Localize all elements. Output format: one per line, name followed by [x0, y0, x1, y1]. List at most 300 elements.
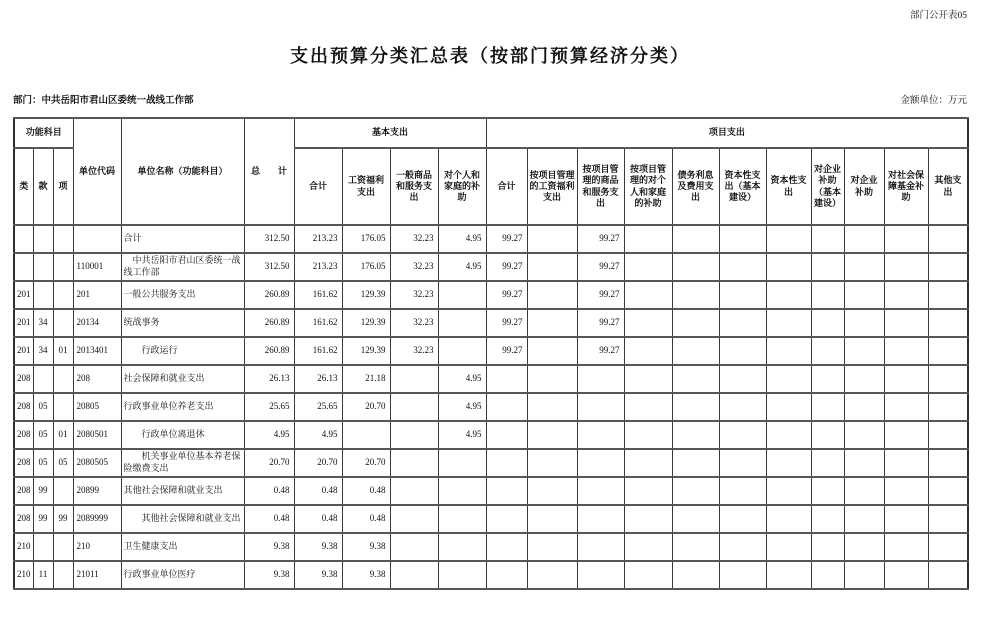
value-cell	[719, 561, 766, 589]
value-cell: 99.27	[577, 225, 624, 253]
header-basic-personal: 对个人和家庭的补助	[438, 148, 486, 225]
value-cell	[811, 365, 844, 393]
value-cell: 161.62	[294, 337, 342, 365]
value-cell	[527, 533, 577, 561]
value-cell	[844, 309, 884, 337]
page-title: 支出预算分类汇总表（按部门预算经济分类）	[290, 46, 690, 66]
value-cell	[486, 505, 527, 533]
value-cell: 32.23	[390, 281, 438, 309]
func-item-cell	[53, 225, 73, 253]
value-cell: 20.70	[342, 449, 390, 477]
header-total: 总 计	[244, 118, 294, 225]
value-cell: 9.38	[342, 533, 390, 561]
value-cell	[624, 449, 672, 477]
value-cell	[844, 505, 884, 533]
value-cell: 129.39	[342, 309, 390, 337]
func-section-cell: 99	[33, 505, 53, 533]
func-section-cell	[33, 533, 53, 561]
func-item-cell	[53, 561, 73, 589]
unit-name-cell: 卫生健康支出	[121, 533, 244, 561]
value-cell: 99.27	[486, 309, 527, 337]
doc-label: 部门公开表05	[909, 11, 967, 21]
header-unit-code: 单位代码	[73, 118, 121, 225]
value-cell: 213.23	[294, 253, 342, 281]
value-cell	[672, 505, 719, 533]
table-row	[14, 225, 968, 253]
value-cell	[884, 449, 928, 477]
value-cell	[527, 393, 577, 421]
value-cell: 25.65	[244, 393, 294, 421]
value-cell	[766, 253, 811, 281]
value-cell: 26.13	[244, 365, 294, 393]
value-cell: 9.38	[294, 561, 342, 589]
value-cell	[719, 281, 766, 309]
value-cell: 4.95	[438, 421, 486, 449]
table-row	[14, 505, 968, 533]
func-item-cell	[53, 281, 73, 309]
value-cell	[390, 533, 438, 561]
header-basic-group: 基本支出	[294, 118, 486, 148]
meta-row	[13, 92, 967, 106]
value-cell	[766, 533, 811, 561]
unit-code-cell: 208	[73, 365, 121, 393]
value-cell	[577, 533, 624, 561]
value-cell	[390, 477, 438, 505]
value-cell	[672, 561, 719, 589]
value-cell	[884, 309, 928, 337]
value-cell: 21.18	[342, 365, 390, 393]
value-cell	[624, 225, 672, 253]
header-enterprise-subsidy: 对企业补助	[844, 148, 884, 225]
unit-code-cell: 20805	[73, 393, 121, 421]
value-cell	[811, 449, 844, 477]
value-cell	[624, 421, 672, 449]
value-cell	[766, 281, 811, 309]
value-cell	[577, 561, 624, 589]
value-cell	[884, 533, 928, 561]
unit-code-cell: 20134	[73, 309, 121, 337]
table-row	[14, 393, 968, 421]
value-cell	[719, 393, 766, 421]
unit-name-cell: 行政单位离退休	[121, 421, 244, 449]
value-cell	[884, 505, 928, 533]
value-cell	[844, 337, 884, 365]
func-class-cell: 208	[14, 365, 33, 393]
value-cell: 213.23	[294, 225, 342, 253]
value-cell	[719, 337, 766, 365]
value-cell	[672, 533, 719, 561]
value-cell: 312.50	[244, 253, 294, 281]
table-row	[14, 337, 968, 365]
value-cell	[844, 561, 884, 589]
value-cell	[527, 365, 577, 393]
value-cell: 260.89	[244, 337, 294, 365]
value-cell	[766, 365, 811, 393]
value-cell: 260.89	[244, 309, 294, 337]
value-cell	[624, 393, 672, 421]
header-debt-interest: 债务利息及费用支出	[672, 148, 719, 225]
value-cell: 0.48	[294, 505, 342, 533]
header-func-section: 款	[33, 148, 53, 225]
value-cell: 161.62	[294, 281, 342, 309]
func-item-cell	[53, 393, 73, 421]
value-cell: 99.27	[577, 309, 624, 337]
value-cell	[766, 225, 811, 253]
value-cell	[577, 393, 624, 421]
value-cell	[527, 421, 577, 449]
value-cell: 99.27	[577, 253, 624, 281]
value-cell	[719, 449, 766, 477]
value-cell	[884, 421, 928, 449]
func-class-cell: 201	[14, 281, 33, 309]
func-item-cell	[53, 477, 73, 505]
value-cell: 32.23	[390, 253, 438, 281]
value-cell	[719, 505, 766, 533]
value-cell	[884, 477, 928, 505]
value-cell	[719, 225, 766, 253]
func-item-cell	[53, 253, 73, 281]
func-section-cell: 11	[33, 561, 53, 589]
value-cell: 20.70	[244, 449, 294, 477]
value-cell	[719, 365, 766, 393]
unit-name-cell: 行政运行	[121, 337, 244, 365]
header-basic-goods: 一般商品和服务支出	[390, 148, 438, 225]
value-cell	[527, 253, 577, 281]
value-cell	[672, 281, 719, 309]
value-cell	[624, 281, 672, 309]
unit-name-cell: 其他社会保障和就业支出	[121, 477, 244, 505]
value-cell	[811, 421, 844, 449]
value-cell	[577, 505, 624, 533]
value-cell	[928, 421, 968, 449]
value-cell	[766, 393, 811, 421]
value-cell	[811, 309, 844, 337]
value-cell: 99.27	[486, 281, 527, 309]
value-cell	[438, 533, 486, 561]
value-cell	[766, 337, 811, 365]
value-cell	[527, 309, 577, 337]
value-cell	[884, 225, 928, 253]
value-cell	[527, 337, 577, 365]
value-cell: 0.48	[342, 477, 390, 505]
func-item-cell	[53, 365, 73, 393]
value-cell	[527, 505, 577, 533]
value-cell	[390, 561, 438, 589]
value-cell	[844, 225, 884, 253]
func-section-cell: 34	[33, 309, 53, 337]
value-cell: 161.62	[294, 309, 342, 337]
value-cell	[766, 421, 811, 449]
value-cell	[844, 533, 884, 561]
value-cell: 4.95	[244, 421, 294, 449]
func-section-cell: 99	[33, 477, 53, 505]
func-item-cell: 05	[53, 449, 73, 477]
value-cell	[811, 253, 844, 281]
unit-code-cell: 2080505	[73, 449, 121, 477]
func-class-cell: 201	[14, 337, 33, 365]
value-cell	[486, 421, 527, 449]
value-cell: 99.27	[577, 337, 624, 365]
value-cell	[928, 309, 968, 337]
func-section-cell: 05	[33, 421, 53, 449]
value-cell	[672, 393, 719, 421]
value-cell	[811, 281, 844, 309]
func-class-cell: 208	[14, 421, 33, 449]
func-class-cell	[14, 253, 33, 281]
value-cell: 129.39	[342, 281, 390, 309]
unit-name-cell: 行政事业单位养老支出	[121, 393, 244, 421]
value-cell	[672, 365, 719, 393]
value-cell	[844, 477, 884, 505]
header-func-item: 项	[53, 148, 73, 225]
value-cell	[624, 253, 672, 281]
value-cell	[527, 281, 577, 309]
value-cell	[672, 337, 719, 365]
amount-unit-label: 金额单位：万元	[900, 96, 967, 106]
value-cell	[884, 365, 928, 393]
header-func-class: 类	[14, 148, 33, 225]
func-section-cell	[33, 253, 53, 281]
value-cell	[672, 225, 719, 253]
value-cell: 0.48	[244, 477, 294, 505]
unit-code-cell: 2089999	[73, 505, 121, 533]
header-basic-wages: 工资福利支出	[342, 148, 390, 225]
value-cell	[486, 449, 527, 477]
value-cell: 9.38	[244, 561, 294, 589]
value-cell	[672, 309, 719, 337]
func-item-cell: 99	[53, 505, 73, 533]
func-section-cell: 05	[33, 449, 53, 477]
table-row	[14, 253, 968, 281]
value-cell	[577, 365, 624, 393]
value-cell	[577, 477, 624, 505]
value-cell	[811, 225, 844, 253]
value-cell	[390, 393, 438, 421]
unit-name-cell: 社会保障和就业支出	[121, 365, 244, 393]
value-cell: 4.95	[438, 365, 486, 393]
header-project-subtotal: 合计	[486, 148, 527, 225]
value-cell	[672, 253, 719, 281]
value-cell: 99.27	[486, 253, 527, 281]
value-cell	[624, 365, 672, 393]
func-class-cell	[14, 225, 33, 253]
value-cell	[390, 421, 438, 449]
unit-code-cell: 110001	[73, 253, 121, 281]
value-cell	[844, 449, 884, 477]
func-class-cell: 210	[14, 561, 33, 589]
value-cell	[844, 253, 884, 281]
value-cell	[811, 561, 844, 589]
value-cell	[624, 309, 672, 337]
value-cell	[811, 393, 844, 421]
value-cell	[624, 505, 672, 533]
value-cell: 4.95	[438, 253, 486, 281]
unit-code-cell: 20899	[73, 477, 121, 505]
unit-name-cell: 机关事业单位基本养老保险缴费支出	[121, 449, 244, 477]
value-cell	[486, 393, 527, 421]
func-section-cell	[33, 225, 53, 253]
unit-name-cell: 合计	[121, 225, 244, 253]
value-cell: 9.38	[342, 561, 390, 589]
func-section-cell	[33, 281, 53, 309]
value-cell: 32.23	[390, 225, 438, 253]
value-cell	[884, 281, 928, 309]
value-cell: 4.95	[294, 421, 342, 449]
table-row	[14, 477, 968, 505]
value-cell	[719, 421, 766, 449]
value-cell: 20.70	[342, 393, 390, 421]
header-project-personal: 按项目管理的对个人和家庭的补助	[624, 148, 672, 225]
unit-name-cell: 一般公共服务支出	[121, 281, 244, 309]
header-basic-subtotal: 合计	[294, 148, 342, 225]
value-cell	[577, 421, 624, 449]
value-cell: 129.39	[342, 337, 390, 365]
func-item-cell: 01	[53, 421, 73, 449]
value-cell: 32.23	[390, 337, 438, 365]
table-row	[14, 281, 968, 309]
value-cell	[928, 561, 968, 589]
table-header	[14, 118, 968, 225]
value-cell	[527, 561, 577, 589]
table-body	[14, 225, 968, 589]
value-cell	[486, 477, 527, 505]
value-cell	[624, 561, 672, 589]
value-cell	[624, 533, 672, 561]
func-section-cell	[33, 365, 53, 393]
func-section-cell: 34	[33, 337, 53, 365]
func-class-cell: 201	[14, 309, 33, 337]
value-cell	[928, 337, 968, 365]
value-cell	[719, 309, 766, 337]
table-row	[14, 309, 968, 337]
value-cell	[928, 449, 968, 477]
table-row	[14, 561, 968, 589]
department-label: 部门：中共岳阳市君山区委统一战线工作部	[13, 96, 194, 106]
value-cell	[811, 505, 844, 533]
value-cell: 20.70	[294, 449, 342, 477]
value-cell	[811, 477, 844, 505]
header-project-group: 项目支出	[486, 118, 968, 148]
func-class-cell: 208	[14, 477, 33, 505]
value-cell	[438, 477, 486, 505]
value-cell	[486, 561, 527, 589]
unit-name-cell: 行政事业单位医疗	[121, 561, 244, 589]
unit-code-cell: 2013401	[73, 337, 121, 365]
unit-code-cell: 201	[73, 281, 121, 309]
header-project-goods: 按项目管理的商品和服务支出	[577, 148, 624, 225]
value-cell	[811, 337, 844, 365]
unit-code-cell	[73, 225, 121, 253]
value-cell	[438, 561, 486, 589]
value-cell	[766, 505, 811, 533]
value-cell	[844, 421, 884, 449]
header-capital: 资本性支出	[766, 148, 811, 225]
value-cell	[884, 337, 928, 365]
unit-code-cell: 21011	[73, 561, 121, 589]
value-cell	[624, 477, 672, 505]
value-cell	[884, 393, 928, 421]
value-cell: 32.23	[390, 309, 438, 337]
value-cell: 176.05	[342, 253, 390, 281]
table-row	[14, 533, 968, 561]
value-cell: 25.65	[294, 393, 342, 421]
value-cell	[928, 281, 968, 309]
value-cell: 260.89	[244, 281, 294, 309]
value-cell	[438, 449, 486, 477]
unit-code-cell: 210	[73, 533, 121, 561]
table-row	[14, 421, 968, 449]
table-row	[14, 449, 968, 477]
value-cell	[672, 421, 719, 449]
func-section-cell: 05	[33, 393, 53, 421]
value-cell	[486, 365, 527, 393]
header-enterprise-subsidy-construction: 对企业补助（基本建设）	[811, 148, 844, 225]
value-cell	[342, 421, 390, 449]
func-class-cell: 208	[14, 505, 33, 533]
unit-name-cell: 中共岳阳市君山区委统一战线工作部	[121, 253, 244, 281]
header-unit-name: 单位名称（功能科目）	[121, 118, 244, 225]
value-cell	[672, 449, 719, 477]
value-cell	[928, 477, 968, 505]
value-cell	[884, 253, 928, 281]
unit-name-cell: 统战事务	[121, 309, 244, 337]
value-cell	[390, 449, 438, 477]
header-row-groups	[14, 118, 968, 148]
value-cell	[928, 365, 968, 393]
table-row	[14, 365, 968, 393]
value-cell: 99.27	[486, 337, 527, 365]
func-item-cell	[53, 533, 73, 561]
value-cell	[766, 561, 811, 589]
value-cell	[438, 281, 486, 309]
value-cell	[719, 477, 766, 505]
value-cell	[928, 533, 968, 561]
value-cell: 4.95	[438, 393, 486, 421]
value-cell: 4.95	[438, 225, 486, 253]
value-cell: 26.13	[294, 365, 342, 393]
value-cell	[527, 477, 577, 505]
header-capital-construction: 资本性支出（基本建设）	[719, 148, 766, 225]
value-cell	[928, 505, 968, 533]
unit-code-cell: 2080501	[73, 421, 121, 449]
value-cell: 0.48	[342, 505, 390, 533]
value-cell	[672, 477, 719, 505]
value-cell	[390, 365, 438, 393]
value-cell: 0.48	[244, 505, 294, 533]
func-item-cell	[53, 309, 73, 337]
value-cell	[844, 281, 884, 309]
func-class-cell: 210	[14, 533, 33, 561]
func-item-cell: 01	[53, 337, 73, 365]
value-cell: 0.48	[294, 477, 342, 505]
value-cell	[577, 449, 624, 477]
func-class-cell: 208	[14, 449, 33, 477]
value-cell	[624, 337, 672, 365]
value-cell	[486, 533, 527, 561]
value-cell	[719, 533, 766, 561]
value-cell	[719, 253, 766, 281]
value-cell	[438, 505, 486, 533]
value-cell	[766, 309, 811, 337]
value-cell: 312.50	[244, 225, 294, 253]
budget-table	[13, 117, 969, 590]
value-cell: 99.27	[577, 281, 624, 309]
value-cell	[766, 477, 811, 505]
value-cell	[527, 225, 577, 253]
func-class-cell: 208	[14, 393, 33, 421]
value-cell	[928, 225, 968, 253]
value-cell	[884, 561, 928, 589]
